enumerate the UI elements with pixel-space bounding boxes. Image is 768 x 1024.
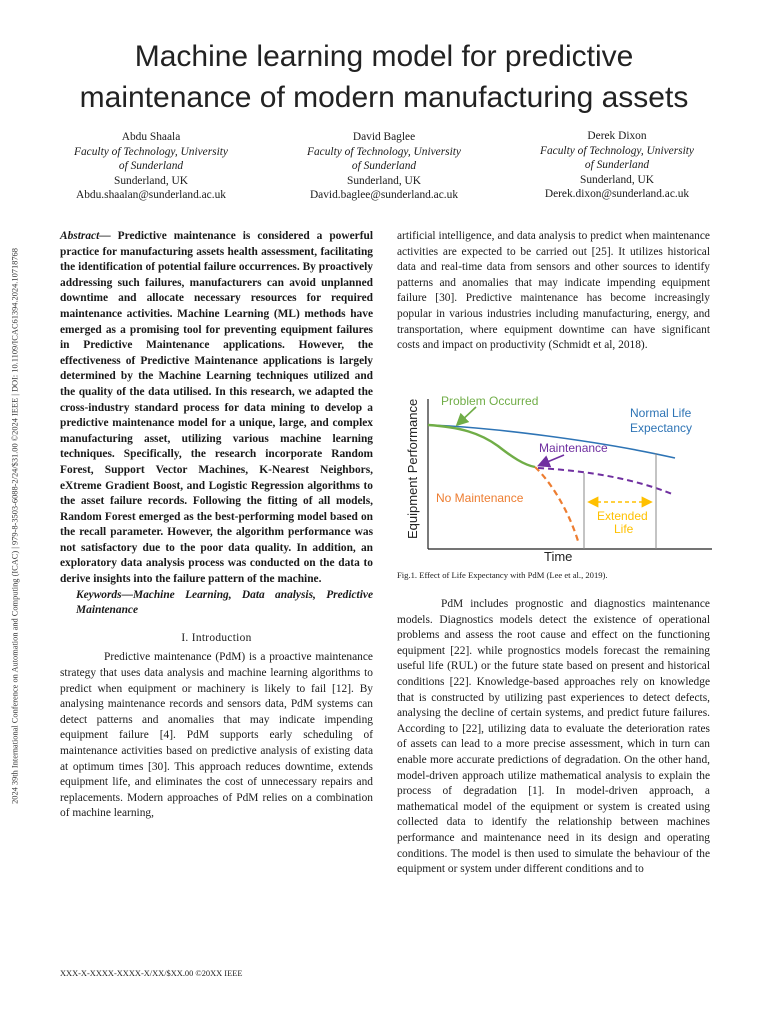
author-affiliation: Faculty of Technology, University (74, 145, 228, 158)
label-normal-life: Normal Life (630, 406, 692, 420)
author-email: David.baglee@sunderland.ac.uk (309, 189, 459, 201)
author-email: Derek.dixon@sunderland.ac.uk (544, 188, 690, 200)
label-no-maintenance: No Maintenance (436, 491, 524, 505)
page-footer: XXX-X-XXXX-XXXX-X/XX/$XX.00 ©20XX IEEE (60, 969, 243, 978)
keywords-text: —Machine Learning, Data analysis, Predictive Maintenance (76, 588, 373, 617)
x-axis-label: Time (544, 549, 573, 564)
left-column (60, 229, 373, 822)
author-block-2 (269, 130, 499, 203)
intro-paragraph: Predictive maintenance (PdM) is a proactive maintenance strategy that uses data analysis and machine learning algorithms to predict when equipment or machinery is likely to fail [12]. By analysing maintenance records and sensors data, PdM systems can detect patterns and anomalies that may indicate impending equipment failure [4]. PdM supports early scheduling of maintenance activities based on predictive analysis of existing data at optimum times [30]. This approach reduces downtime, extends equipment life, and eliminates the cost of unnecessary repairs and replacements. Modern approaches of PdM relies on a combination of machine learning, (60, 651, 373, 820)
author-affiliation: of Sunderland (351, 160, 417, 172)
author-location: Sunderland, UK (346, 174, 422, 187)
author-email: Abdu.shaalan@sunderland.ac.uk (76, 189, 226, 201)
author-location: Sunderland, UK (579, 173, 655, 186)
author-affiliation: of Sunderland (118, 160, 184, 172)
title-line-1: Machine learning model for predictive (134, 40, 634, 73)
abstract (60, 229, 373, 588)
label-life: Life (614, 522, 634, 536)
abstract-text: — Predictive maintenance is considered a powerful practice for manufacturing assets health assessment, facilitating the identification of potential failure occurrences. By proactively addressing such failures, manufacturers can avoid unplanned downtime and allocate necessary resources for required maintenance activities. Machine Learning (ML) methods have emerged as a promising tool for preventing equipment failures in Predictive Maintenance applications. However, the effectiveness of Predictive Maintenance applications is largely determined by the Machine Learning techniques utilized and the quality of the data utilised. In this research, we adapted the cross-industry standard process for data mining to develop a predictive maintenance model for a unique, large, and complex manufacturing asset, utilizing various machine learning techniques. Specifically, the research incorporate Random Forest, Support Vector Machines, K-Nearest Neighbors, eXtreme Gradient Boost, and Logistic Regression algorithms to the asset failure records. Following the fitting of all models, Random Forest emerged as the best-performing model based on the recall parameter. However, the algorithm performance was not satisfactory due to the poor data quality. In addition, an exploratory data analysis process was conducted on the data to derive insights into the failure pattern of the machine. (60, 230, 373, 586)
author-name: Derek Dixon (587, 130, 647, 142)
problem-curve (428, 425, 535, 467)
right-column-bottom (397, 597, 710, 878)
title-line-2: maintenance of modern manufacturing assets (79, 81, 689, 114)
author-affiliation: Faculty of Technology, University (307, 145, 461, 158)
y-axis-label: Equipment Performance (405, 398, 420, 539)
right-column-top (397, 229, 710, 354)
label-extended: Extended (597, 509, 648, 523)
section-heading-introduction: I. Introduction (181, 631, 252, 644)
keywords-label: Keywords (76, 588, 122, 601)
maintenance-curve (538, 468, 672, 494)
doi-side-note (4, 211, 26, 841)
keywords (60, 588, 373, 619)
label-maintenance: Maintenance (539, 441, 608, 455)
figure-caption: Fig.1. Effect of Life Expectancy with PdM (Lee et al., 2019). (397, 570, 608, 580)
author-block-1 (36, 130, 266, 203)
problem-arrow (458, 407, 476, 424)
life-expectancy-figure (400, 391, 718, 567)
author-affiliation: Faculty of Technology, University (540, 144, 694, 157)
paper-title (20, 36, 748, 118)
right-paragraph-2: PdM includes prognostic and diagnostics maintenance models. Diagnostics models detect the existence of operational problems and assess the root cause and effect on the functioning equipment [22]. while prognostics models forecast the remaining useful life (RUL) or the future state based on present and historical conditions [22]. Knowledge-based approaches rely on knowledge that is constructed by utilizing past experiences to detect defects, analysing the decline of certain systems, and predict future failures. According to [22], utilizing data to evaluate the deterioration rates of assets can lead to a more precise assessment, which in turn can enable more accurate predictions of degradation. On the other hand, model-driven approach utilize mathematical analysis to explain the process of degradation [1]. In model-driven approach, a mathematical model of the equipment or system is created using collected data to identify the relationship between machines performance and maintenance need in its design and operating conditions. The model is then used to simulate the behaviour of the equipment or system under different conditions and to (397, 598, 710, 876)
label-expectancy: Expectancy (630, 421, 693, 435)
label-problem-occurred: Problem Occurred (441, 394, 539, 408)
maintenance-arrow (540, 455, 564, 465)
author-location: Sunderland, UK (113, 174, 189, 187)
doi-side-text: 2024 39th International Conference on Automation and Computing (ICAC) | 979-8-3503-6088-2/24/$31.00 ©2024 IEEE | DOI: 10.1109/ICAC61394.2024.10718768 (10, 248, 20, 804)
right-paragraph-1: artificial intelligence, and data analysis to predict when maintenance activities are expected to be carried out [25]. It utilizes historical data and real-time data from sensors and other sources to identify patterns and anomalies that may indicate impending equipment failure [30]. Predictive maintenance has become increasingly popular in various industries including manufacturing, energy, and transportation, where equipment downtime can have significant costs and impact on productivity (Schmidt et al, 2018). (397, 230, 710, 352)
author-name: Abdu Shaala (121, 131, 181, 143)
author-name: David Baglee (352, 131, 416, 143)
abstract-label: Abstract (60, 230, 100, 242)
author-affiliation: of Sunderland (584, 159, 650, 171)
author-block-3 (502, 129, 732, 202)
no-maintenance-curve (535, 467, 578, 541)
